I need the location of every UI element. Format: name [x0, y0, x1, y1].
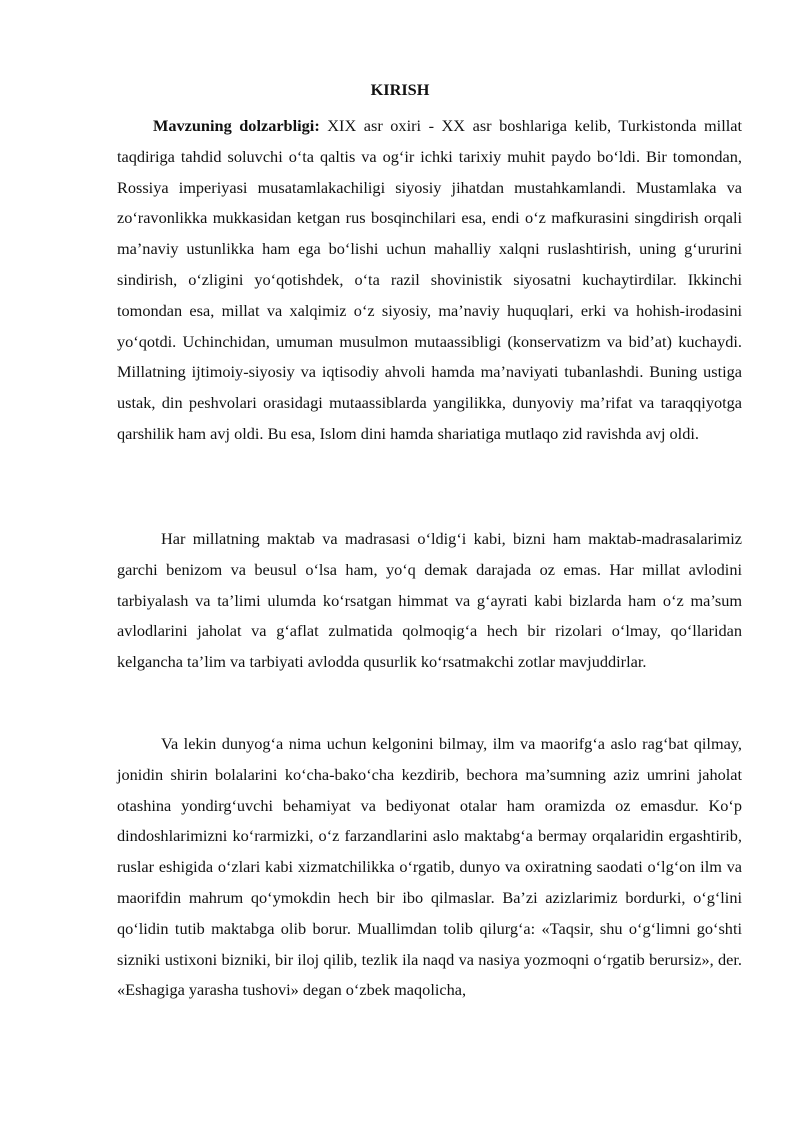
- paragraph-text: Va lekin dunyog‘a nima uchun kelgonini bilmay, ilm va maorifg‘a aslo rag‘bat qilmay, jonidin shirin bolalarini ko‘cha-bako‘cha kezdirib, bechora ma’sumning aziz umrini jaholat otashina yondirg‘uvchi behamiyat va bediyonat otalar ham oramizda oz emasdur. Ko‘p dindoshlarimizni ko‘rarmizki, o‘z farzandlarini aslo maktabg‘a bermay orqalaridin ergashtirib, ruslar eshigida o‘zlari kabi xizmatchilikka o‘rgatib, dunyo va oxiratning saodati o‘lg‘on ilm va maorifdin mahrum qo‘ymokdin hech bir ibo qilmaslar. Ba’zi azizlarimiz bordurki, o‘g‘lini qo‘lidin tutib maktabga olib borur. Muallimdan tolib qilurg‘a: «Taqsir, shu o‘g‘limni go‘shti sizniki ustixoni bizniki, bir iloj qilib, tezlik ila naqd va nasiya yozmoqni o‘rgatib berursiz», der. «Eshagiga yarasha tushovi» degan o‘zbek maqolicha,: [117, 734, 742, 1000]
- paragraph-3: [117, 729, 742, 1006]
- paragraph-text: Har millatning maktab va madrasasi o‘ldig‘i kabi, bizni ham maktab-madrasalarimiz garchi benizom va beusul o‘lsa ham, yo‘q demak darajada oz emas. Har millat avlodini tarbiyalash va ta’limi ulumda ko‘rsatgan himmat va g‘ayrati kabi bizlarda ham o‘z ma’sum avlodlarini jaholat va g‘aflat zulmatida qolmoqig‘a hech bir rizolari o‘lmay, qo‘llaridan kelgancha ta’lim va tarbiyati avlodda qusurlik ko‘rsatmakchi zotlar mavjuddirlar.: [117, 529, 742, 672]
- page-title: KIRISH: [370, 80, 430, 99]
- paragraph-1: [117, 111, 742, 450]
- paragraph-text: XIX asr oxiri - XX asr boshlariga kelib, Turkistonda millat taqdiriga tahdid soluvchi o‘ta qaltis va og‘ir ichki tarixiy muhit paydo bo‘ldi. Bir tomondan, Rossiya imperiyasi musatamlakachiligi siyosiy jihatdan mustahkamlandi. Mustamlaka va zo‘ravonlikka mukkasidan ketgan rus bosqinchilari esa, endi o‘z mafkurasini singdirish orqali ma’naviy ustunlikka ham ega bo‘lishi uchun mahalliy xalqni ruslashtirish, uning g‘ururini sindirish, o‘zligini yo‘qotishdek, o‘ta razil shovinistik siyosatni kuchaytirdilar. Ikkinchi tomondan esa, millat va xalqimiz o‘z siyosiy, ma’naviy huquqlari, erki va hohish-irodasini yo‘qotdi. Uchinchidan, umuman musulmon mutaassibligi (konservatizm va bid’at) kuchaydi. Millatning ijtimoiy-siyosiy va iqtisodiy ahvoli hamda ma’naviyati tubanlashdi. Buning ustiga ustak, din peshvolari orasidagi mutaassiblarda yangilikka, dunyoviy ma’rifat va taraqqiyotga qarshilik ham avj oldi. Bu esa, Islom dini hamda shariatiga mutlaqo zid ravishda avj oldi.: [117, 116, 742, 443]
- paragraph-2: [117, 524, 742, 678]
- paragraph-lead: Mavzuning dolzarbligi:: [153, 116, 320, 135]
